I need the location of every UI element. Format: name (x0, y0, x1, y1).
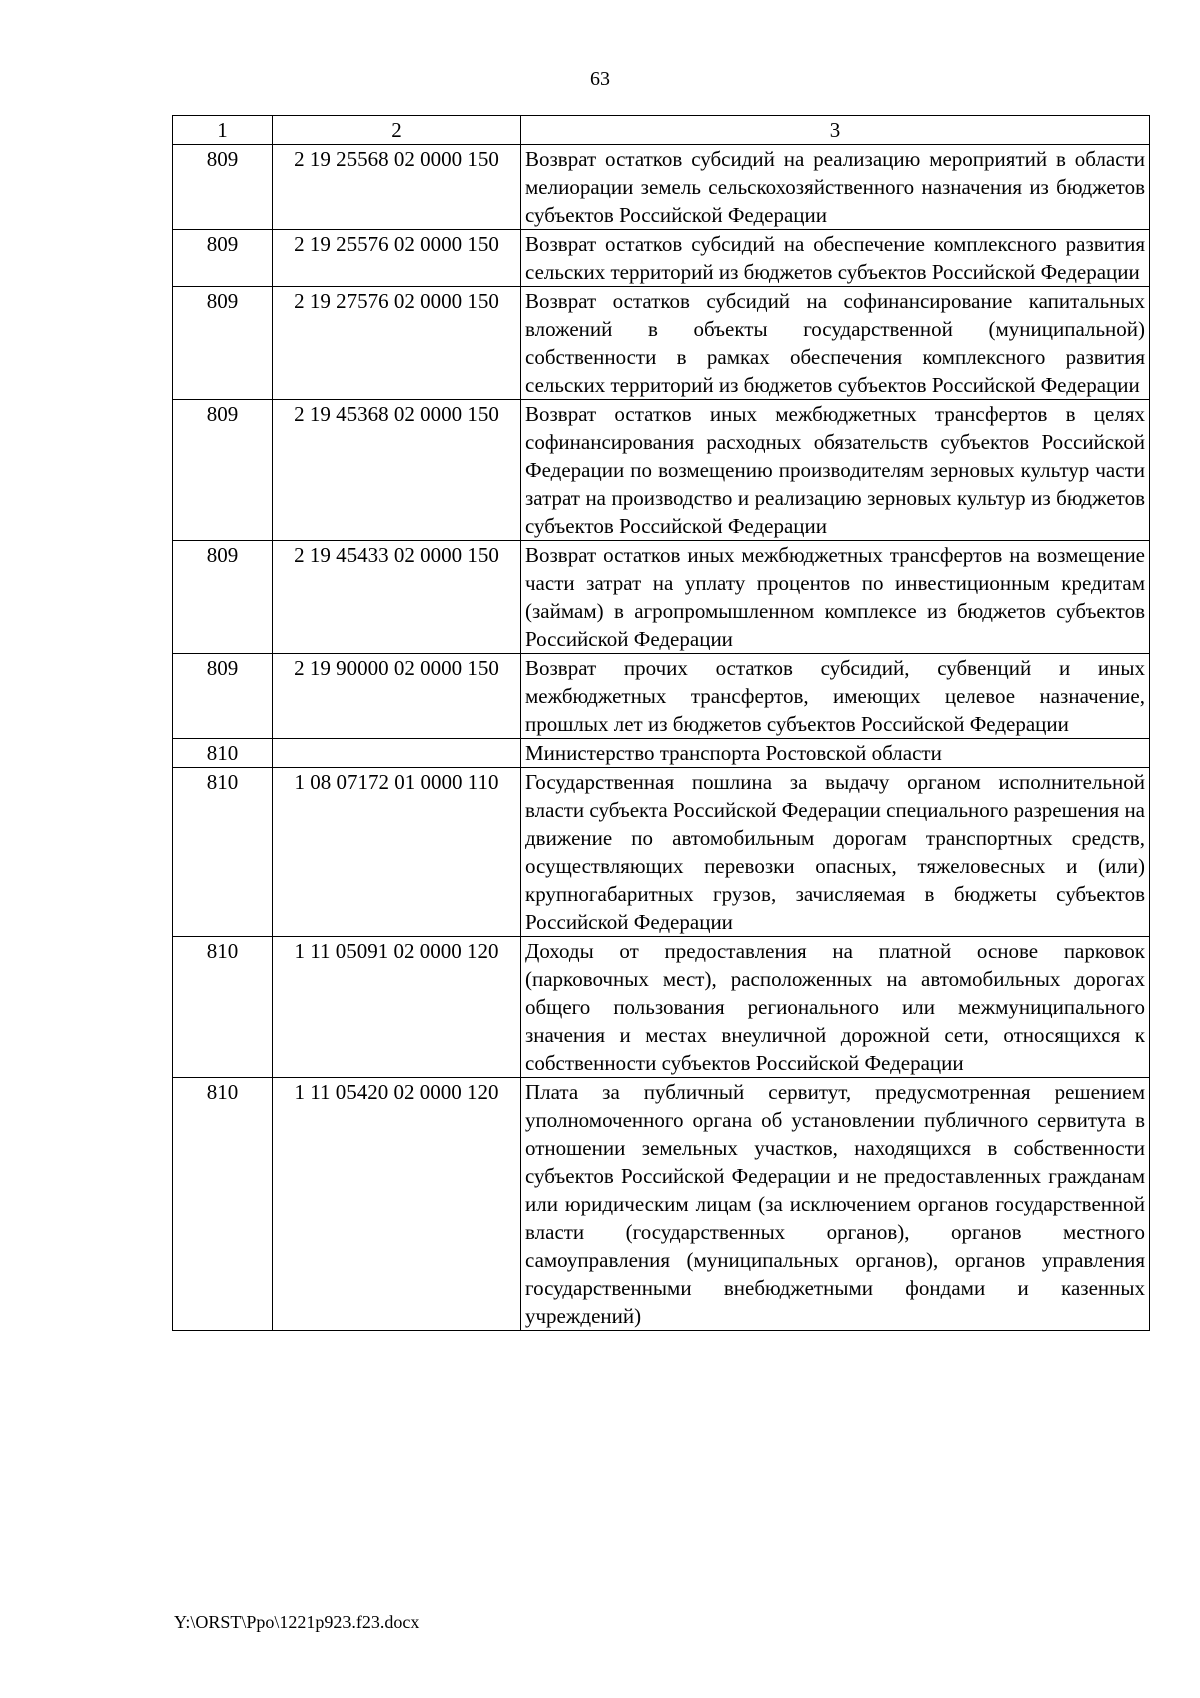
description-cell: Возврат остатков субсидий на софинансирование капитальных вложений в объекты государственной (муниципальной) собственности в рамках обеспечения комплексного развития сельских территорий из бюджетов субъектов Российской Федерации (521, 287, 1150, 400)
budget-code-cell: 2 19 45368 02 0000 150 (273, 400, 521, 541)
table-row (173, 768, 1150, 937)
table-row (173, 400, 1150, 541)
budget-code-cell: 1 08 07172 01 0000 110 (273, 768, 521, 937)
file-path-footer: Y:\ORST\Ppo\1221p923.f23.docx (174, 1612, 420, 1632)
budget-code-cell: 2 19 27576 02 0000 150 (273, 287, 521, 400)
description-cell: Возврат остатков субсидий на обеспечение комплексного развития сельских территорий из бюджетов субъектов Российской Федерации (521, 230, 1150, 287)
budget-code-cell: 1 11 05091 02 0000 120 (273, 937, 521, 1078)
table-row (173, 654, 1150, 739)
table-row (173, 739, 1150, 768)
budget-code-cell: 2 19 45433 02 0000 150 (273, 541, 521, 654)
description-cell: Возврат остатков субсидий на реализацию мероприятий в области мелиорации земель сельскохозяйственного назначения из бюджетов субъектов Российской Федерации (521, 145, 1150, 230)
admin-code-cell: 809 (173, 541, 273, 654)
admin-code-cell: 810 (173, 739, 273, 768)
budget-code-cell: 2 19 25568 02 0000 150 (273, 145, 521, 230)
budget-code-cell (273, 739, 521, 768)
table-header-row (173, 116, 1150, 145)
admin-code-cell: 809 (173, 230, 273, 287)
description-cell: Возврат остатков иных межбюджетных трансфертов в целях софинансирования расходных обязательств субъектов Российской Федерации по возмещению производителям зерновых культур части затрат на производство и реализацию зерновых культур из бюджетов субъектов Российской Федерации (521, 400, 1150, 541)
admin-code-cell: 809 (173, 287, 273, 400)
budget-code-cell: 2 19 90000 02 0000 150 (273, 654, 521, 739)
admin-code-cell: 809 (173, 145, 273, 230)
admin-code-cell: 810 (173, 937, 273, 1078)
column-number-3: 3 (521, 116, 1150, 145)
table-row (173, 145, 1150, 230)
table-row (173, 230, 1150, 287)
admin-code-cell: 810 (173, 1078, 273, 1331)
column-number-2: 2 (273, 116, 521, 145)
page-number: 63 (590, 68, 610, 90)
column-number-1: 1 (173, 116, 273, 145)
description-cell: Государственная пошлина за выдачу органом исполнительной власти субъекта Российской Федерации специального разрешения на движение по автомобильным дорогам транспортных средств, осуществляющих перевозки опасных, тяжеловесных и (или) крупногабаритных грузов, зачисляемая в бюджеты субъектов Российской Федерации (521, 768, 1150, 937)
description-cell: Плата за публичный сервитут, предусмотренная решением уполномоченного органа об установлении публичного сервитута в отношении земельных участков, находящихся в собственности субъектов Российской Федерации и не предоставленных гражданам или юридическим лицам (за исключением органов государственной власти (государственных органов), органов местного самоуправления (муниципальных органов), органов управления государственными внебюджетными фондами и казенных учреждений) (521, 1078, 1150, 1331)
budget-code-cell: 1 11 05420 02 0000 120 (273, 1078, 521, 1331)
description-cell: Возврат прочих остатков субсидий, субвенций и иных межбюджетных трансфертов, имеющих целевое назначение, прошлых лет из бюджетов субъектов Российской Федерации (521, 654, 1150, 739)
admin-code-cell: 809 (173, 400, 273, 541)
description-cell: Возврат остатков иных межбюджетных трансфертов на возмещение части затрат на уплату процентов по инвестиционным кредитам (займам) в агропромышленном комплексе из бюджетов субъектов Российской Федерации (521, 541, 1150, 654)
budget-code-cell: 2 19 25576 02 0000 150 (273, 230, 521, 287)
description-cell: Доходы от предоставления на платной основе парковок (парковочных мест), расположенных на автомобильных дорогах общего пользования регионального или межмуниципального значения и местах внеуличной дорожной сети, относящихся к собственности субъектов Российской Федерации (521, 937, 1150, 1078)
table-row (173, 541, 1150, 654)
table-row (173, 287, 1150, 400)
ministry-heading-cell: Министерство транспорта Ростовской области (521, 739, 1150, 768)
table-row (173, 1078, 1150, 1331)
table-row (173, 937, 1150, 1078)
admin-code-cell: 809 (173, 654, 273, 739)
admin-code-cell: 810 (173, 768, 273, 937)
revenue-codes-table (172, 115, 1150, 1331)
